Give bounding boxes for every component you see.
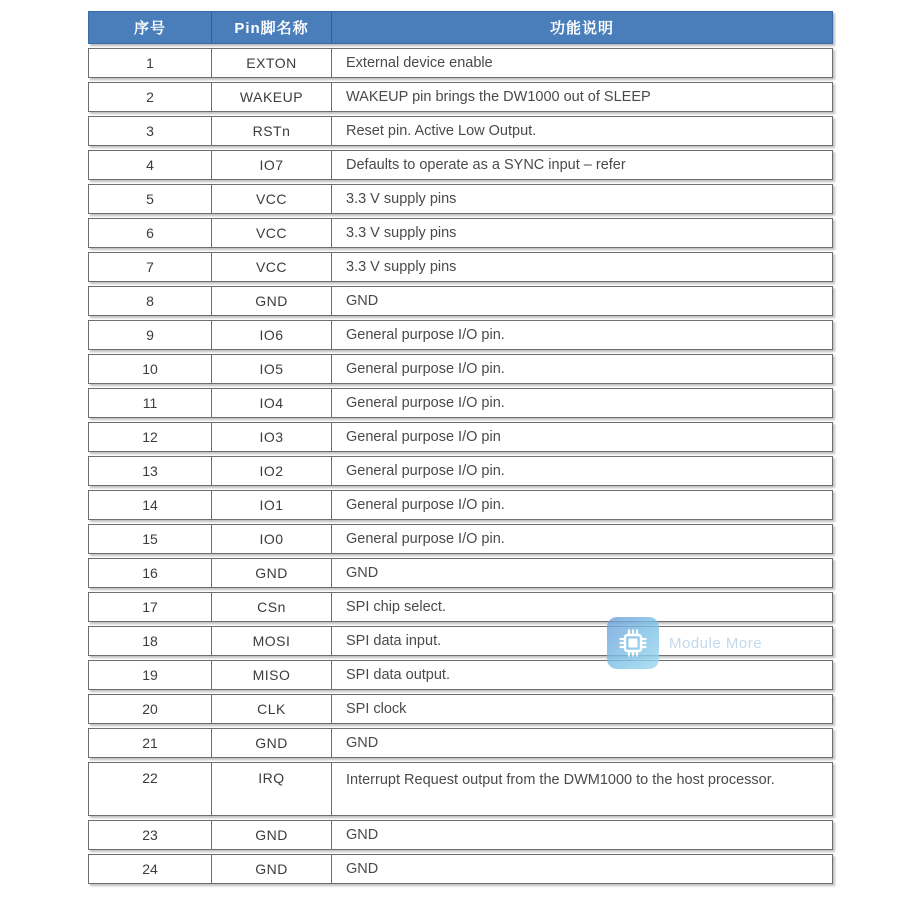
cell-number: 1 xyxy=(89,49,212,77)
cell-description: General purpose I/O pin. xyxy=(346,361,505,377)
column-header-description: 功能说明 xyxy=(549,20,614,37)
cell-pin-name: IO6 xyxy=(212,321,332,349)
cell-pin-name: RSTn xyxy=(212,117,332,145)
cell-number: 13 xyxy=(89,457,212,485)
table-row xyxy=(88,252,833,282)
cell-number: 4 xyxy=(89,151,212,179)
table-header-row xyxy=(88,11,833,44)
cell-description: SPI chip select. xyxy=(346,599,446,615)
cell-description: GND xyxy=(346,565,379,581)
cell-pin-name: IO7 xyxy=(212,151,332,179)
cell-description: General purpose I/O pin. xyxy=(346,497,505,513)
table-row xyxy=(88,422,833,452)
cell-number: 8 xyxy=(89,287,212,315)
cell-pin-name: IO0 xyxy=(212,525,332,553)
cell-number: 22 xyxy=(89,763,212,815)
cell-description: General purpose I/O pin. xyxy=(346,463,505,479)
table-row xyxy=(88,524,833,554)
table-row xyxy=(88,116,833,146)
table-row xyxy=(88,854,833,884)
table-row xyxy=(88,660,833,690)
cell-number: 18 xyxy=(89,627,212,655)
cell-description: General purpose I/O pin. xyxy=(346,531,505,547)
cell-pin-name: IO4 xyxy=(212,389,332,417)
table-row xyxy=(88,320,833,350)
cell-pin-name: VCC xyxy=(212,185,332,213)
cell-number: 6 xyxy=(89,219,212,247)
cell-description: General purpose I/O pin. xyxy=(346,327,505,343)
cell-number: 16 xyxy=(89,559,212,587)
cell-number: 20 xyxy=(89,695,212,723)
cell-pin-name: GND xyxy=(212,729,332,757)
column-header-number: 序号 xyxy=(89,12,212,43)
cell-pin-name: MOSI xyxy=(212,627,332,655)
cell-number: 23 xyxy=(89,821,212,849)
cell-description: 3.3 V supply pins xyxy=(346,191,457,207)
table-row xyxy=(88,354,833,384)
watermark-label: Module More xyxy=(669,634,763,652)
table-row xyxy=(88,184,833,214)
table-row xyxy=(88,626,833,656)
cell-number: 11 xyxy=(89,389,212,417)
cell-pin-name: EXTON xyxy=(212,49,332,77)
column-header-pin-name: Pin脚名称 xyxy=(212,12,332,43)
table-row xyxy=(88,388,833,418)
cell-description: Reset pin. Active Low Output. xyxy=(346,123,537,139)
table-row xyxy=(88,490,833,520)
table-row xyxy=(88,762,833,816)
table-row xyxy=(88,820,833,850)
table-row xyxy=(88,218,833,248)
cell-pin-name: IO5 xyxy=(212,355,332,383)
table-row xyxy=(88,558,833,588)
table-row xyxy=(88,286,833,316)
table-row xyxy=(88,728,833,758)
cell-description: General purpose I/O pin. xyxy=(346,395,505,411)
cell-description: GND xyxy=(346,293,379,309)
cell-pin-name: GND xyxy=(212,855,332,883)
table-row xyxy=(88,592,833,622)
cell-number: 17 xyxy=(89,593,212,621)
cell-description: GND xyxy=(346,827,379,843)
cell-pin-name: VCC xyxy=(212,253,332,281)
cell-number: 19 xyxy=(89,661,212,689)
cell-description: External device enable xyxy=(346,55,493,71)
table-row xyxy=(88,456,833,486)
cell-description: 3.3 V supply pins xyxy=(346,225,457,241)
cell-number: 10 xyxy=(89,355,212,383)
table-row xyxy=(88,150,833,180)
cell-pin-name: CSn xyxy=(212,593,332,621)
cell-description: WAKEUP pin brings the DW1000 out of SLEEP xyxy=(346,89,651,105)
cell-number: 24 xyxy=(89,855,212,883)
cell-pin-name: IO2 xyxy=(212,457,332,485)
cell-pin-name: GND xyxy=(212,821,332,849)
cell-pin-name: IRQ xyxy=(212,763,332,815)
cell-description: Defaults to operate as a SYNC input – refer xyxy=(346,157,626,173)
cell-pin-name: VCC xyxy=(212,219,332,247)
table-row xyxy=(88,694,833,724)
cell-number: 21 xyxy=(89,729,212,757)
cell-number: 9 xyxy=(89,321,212,349)
cell-number: 15 xyxy=(89,525,212,553)
cell-number: 2 xyxy=(89,83,212,111)
cell-pin-name: WAKEUP xyxy=(212,83,332,111)
cell-pin-name: IO3 xyxy=(212,423,332,451)
table-body xyxy=(88,48,833,884)
cell-pin-name: CLK xyxy=(212,695,332,723)
cell-pin-name: IO1 xyxy=(212,491,332,519)
cell-number: 14 xyxy=(89,491,212,519)
cell-pin-name: MISO xyxy=(212,661,332,689)
cell-number: 3 xyxy=(89,117,212,145)
cell-description: General purpose I/O pin xyxy=(346,429,501,445)
cell-description: Interrupt Request output from the DWM1000 to the host processor. xyxy=(346,772,775,788)
table-row xyxy=(88,48,833,78)
cell-number: 5 xyxy=(89,185,212,213)
table-row xyxy=(88,82,833,112)
pin-description-table xyxy=(88,11,833,888)
cell-description: SPI data input. xyxy=(346,633,442,649)
cell-description: SPI data output. xyxy=(346,667,450,683)
cell-number: 7 xyxy=(89,253,212,281)
cell-description: GND xyxy=(346,861,379,877)
cell-number: 12 xyxy=(89,423,212,451)
cell-description: SPI clock xyxy=(346,701,407,717)
cell-pin-name: GND xyxy=(212,559,332,587)
cell-description: 3.3 V supply pins xyxy=(346,259,457,275)
cell-pin-name: GND xyxy=(212,287,332,315)
cell-description: GND xyxy=(346,735,379,751)
